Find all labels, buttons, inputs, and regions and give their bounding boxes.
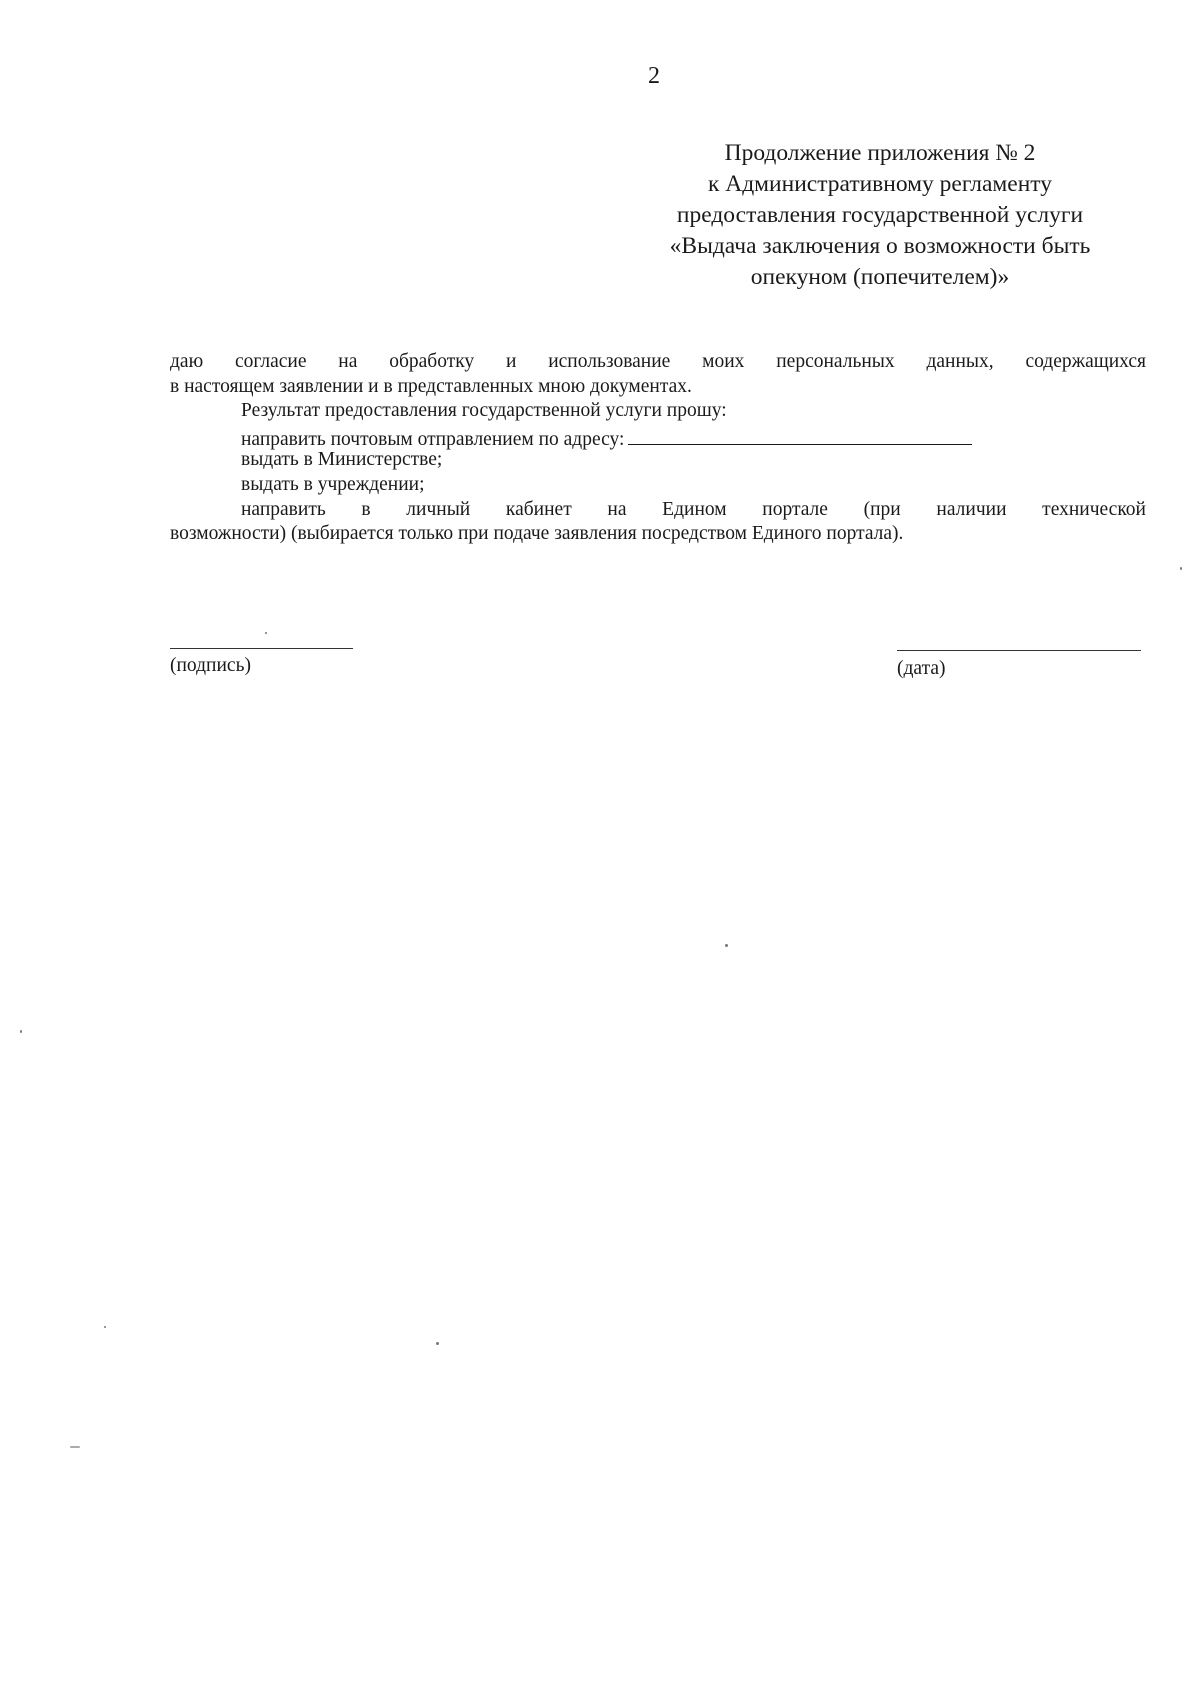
scan-speck [1180, 567, 1182, 570]
appendix-header-line: Продолжение приложения № 2 [724, 140, 1036, 166]
option-mail [170, 424, 1146, 449]
appendix-header-line: опекуном (попечителем)» [750, 264, 1010, 290]
signature-label: (подпись) [170, 655, 251, 676]
address-blank-field[interactable] [628, 424, 972, 445]
appendix-header [620, 138, 1140, 293]
consent-text-line: в настоящем заявлении и в представленных мною документах. [170, 375, 692, 397]
scan-speck [70, 1446, 80, 1448]
option-institution: выдать в учреждении; [241, 473, 425, 495]
scan-speck [436, 1342, 439, 1345]
appendix-header-line: предоставления государственной услуги [676, 202, 1084, 228]
option-portal-line: направить в личный кабинет на Едином портале (при наличии технической [241, 498, 1146, 520]
scan-speck [725, 944, 728, 947]
date-label: (дата) [897, 658, 946, 679]
appendix-header-line: к Административному регламенту [707, 171, 1053, 197]
consent-text-line: даю согласие на обработку и использование моих персональных данных, содержащихся [170, 351, 1146, 372]
scan-speck [104, 1326, 106, 1328]
signature-line[interactable] [170, 648, 353, 649]
appendix-header-line: «Выдача заключения о возможности быть [669, 233, 1091, 259]
option-ministry: выдать в Министерстве; [241, 449, 443, 471]
date-line[interactable] [897, 650, 1141, 651]
result-intro: Результат предоставления государственной услуги прошу: [241, 400, 727, 422]
option-mail-label: направить почтовым отправлением по адресу: [241, 428, 625, 450]
page-number: 2 [648, 63, 660, 89]
application-body [170, 350, 1146, 547]
option-portal-line: возможности) (выбирается только при подаче заявления посредством Единого портала). [170, 523, 904, 545]
scan-speck [265, 632, 267, 634]
scan-speck [20, 1030, 22, 1033]
